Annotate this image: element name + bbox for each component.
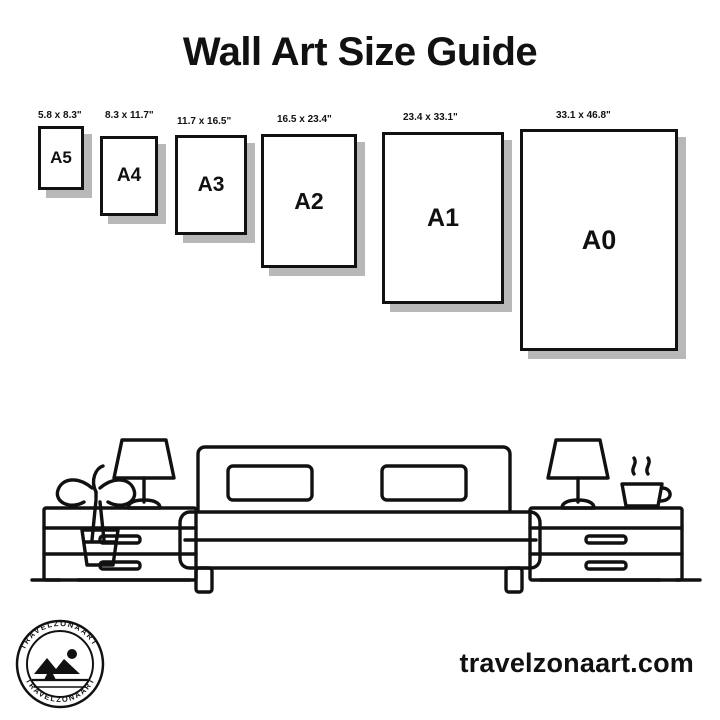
- size-frame-a0[interactable]: [520, 129, 678, 351]
- right-table-lamp-icon: [548, 440, 608, 508]
- size-frame-a1[interactable]: [382, 132, 504, 304]
- left-nightstand-icon: [44, 508, 196, 580]
- size-comparison-chart: [0, 110, 720, 400]
- size-dimension-label: 33.1 x 46.8": [556, 110, 611, 121]
- size-name-label: A5: [50, 148, 72, 167]
- size-name-label: A3: [197, 173, 225, 196]
- brand-mark-text-bottom: TRAVELZONAART: [23, 675, 97, 705]
- footer: [0, 610, 720, 720]
- size-frame-a5[interactable]: [38, 126, 84, 190]
- size-dimension-label: 23.4 x 33.1": [403, 112, 458, 123]
- bedroom-scene: [0, 380, 720, 610]
- size-dimension-label: 16.5 x 23.4": [277, 114, 332, 125]
- brand-logo[interactable]: [14, 618, 106, 710]
- coffee-cup-icon: [622, 458, 670, 506]
- brand-mark-text-top: TRAVELZONAART: [18, 618, 100, 651]
- size-dimension-label: 5.8 x 8.3": [38, 110, 82, 121]
- size-dimension-label: 11.7 x 16.5": [177, 116, 232, 127]
- size-frame-a2[interactable]: [261, 134, 357, 268]
- size-name-label: A0: [581, 224, 617, 255]
- size-name-label: A4: [116, 165, 142, 186]
- size-dimension-label: 8.3 x 11.7": [105, 110, 154, 121]
- right-nightstand-icon: [530, 508, 682, 580]
- website-url[interactable]: travelzonaart.com: [459, 648, 694, 678]
- potted-plant-icon: [57, 466, 134, 565]
- page-title: Wall Art Size Guide: [182, 30, 538, 74]
- left-table-lamp-icon: [114, 440, 174, 508]
- bed-icon: [180, 447, 540, 592]
- size-name-label: A1: [427, 203, 459, 232]
- size-name-label: A2: [294, 187, 324, 214]
- size-frame-a3[interactable]: [175, 135, 247, 235]
- size-frame-a4[interactable]: [100, 136, 158, 216]
